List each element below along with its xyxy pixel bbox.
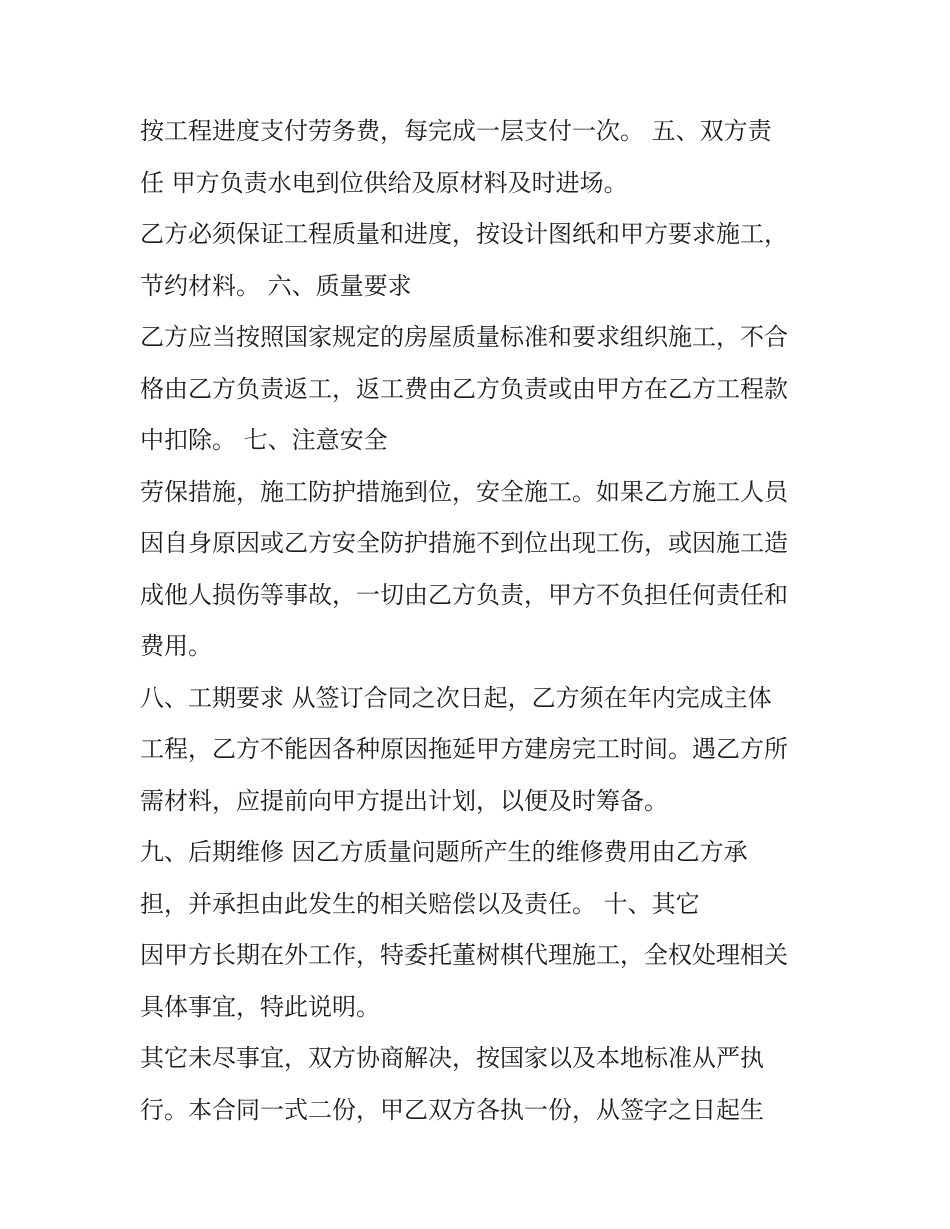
text-line: 成他人损伤等事故，一切由乙方负责，甲方不负担任何责任和: [140, 580, 788, 609]
text-line: 其它未尽事宜，双方协商解决，按国家以及本地标准从严执: [140, 1044, 764, 1072]
text-line: 乙方应当按照国家规定的房屋质量标准和要求组织施工，不合: [140, 323, 788, 351]
text-line: 具体事宜，特此说明。: [140, 992, 380, 1021]
text-line: 乙方必须保证工程质量和进度，按设计图纸和甲方要求施工，: [140, 220, 788, 248]
text-line: 因甲方长期在外工作，特委托董树棋代理施工，全权处理相关: [140, 941, 788, 969]
text-line: 九、后期维修 因乙方质量问题所产生的维修费用由乙方承: [140, 838, 748, 866]
text-line: 需材料，应提前向甲方提出计划，以便及时筹备。: [140, 786, 668, 815]
text-line: 按工程进度支付劳务费，每完成一层支付一次。 五、双方责: [140, 117, 772, 145]
text-line: 费用。: [140, 632, 212, 660]
text-line: 节约材料。 六、质量要求: [140, 271, 412, 300]
text-line: 八、工期要求 从签订合同之次日起，乙方须在年内完成主体: [140, 683, 772, 712]
text-line: 劳保措施，施工防护措施到位，安全施工。如果乙方施工人员: [140, 477, 788, 506]
text-line: 中扣除。 七、注意安全: [140, 426, 388, 454]
text-line: 任 甲方负责水电到位供给及原材料及时进场。: [140, 168, 628, 197]
text-line: 格由乙方负责返工，返工费由乙方负责或由甲方在乙方工程款: [140, 374, 788, 403]
text-line: 行。本合同一式二份，甲乙双方各执一份，从签字之日起生: [140, 1095, 764, 1124]
contract-body-text: [140, 106, 820, 1136]
text-line: 担，并承担由此发生的相关赔偿以及责任。 十、其它: [140, 889, 700, 918]
text-line: 因自身原因或乙方安全防护措施不到位出现工伤，或因施工造: [140, 529, 788, 557]
text-line: 工程，乙方不能因各种原因拖延甲方建房完工时间。遇乙方所: [140, 735, 788, 763]
